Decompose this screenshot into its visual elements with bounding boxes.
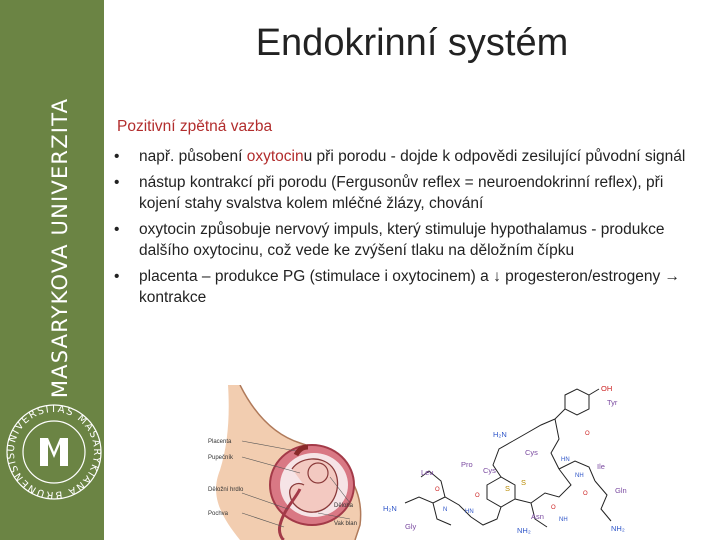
label-gly: Gly <box>405 522 417 531</box>
label-gln: Gln <box>615 486 627 495</box>
svg-text:NH: NH <box>559 517 568 523</box>
svg-text:O: O <box>585 431 590 437</box>
label-placenta: Placenta <box>208 439 232 445</box>
university-seal-logo <box>4 402 104 502</box>
bullet-item: • nástup kontrakcí při porodu (Fergusonův reflex = neuroendokrinní reflex), při kojení stahy svalstva kolem mléčné žlázy, chování <box>114 173 664 212</box>
label-asn: Asn <box>531 512 544 521</box>
label-leu: Leu <box>421 468 434 477</box>
pregnancy-anatomy-illustration <box>200 385 375 540</box>
bullet-icon: • <box>114 267 120 285</box>
bullet-icon: • <box>114 173 120 191</box>
svg-text:HN: HN <box>561 457 570 463</box>
oxytocin-molecule-diagram <box>375 385 720 540</box>
label-cavity: Děložní hrdlo <box>208 487 244 493</box>
atom-nh2-b: NH₂ <box>611 524 625 533</box>
slide-subtitle: Pozitivní zpětná vazba <box>117 118 273 135</box>
svg-text:N: N <box>443 507 448 513</box>
atom-s-2: S <box>521 478 527 487</box>
atom-s-1: S <box>505 484 511 493</box>
svg-text:O: O <box>551 505 556 511</box>
atom-nh2-a: NH₂ <box>517 526 531 535</box>
bullet-item: • placenta – produkce PG (stimulace i oxytocinem) a ↓ progesteron/estrogeny → kontrakce <box>114 267 681 306</box>
label-cys-2: Cys <box>483 466 496 475</box>
atom-h2n: H₂N <box>493 430 507 439</box>
svg-text:NH: NH <box>575 473 584 479</box>
svg-text:HN: HN <box>465 509 474 515</box>
label-navel: Pupečník <box>208 455 234 461</box>
bullet-list <box>112 146 707 313</box>
svg-text:O: O <box>435 487 440 493</box>
university-name: MASARYKOVA UNIVERZITA <box>48 97 72 399</box>
label-vulva: Pochva <box>208 511 229 517</box>
atom-h2n-2: H₂N <box>383 504 397 513</box>
slide-title: Endokrinní systém <box>255 22 569 64</box>
sidebar <box>0 0 104 540</box>
label-membranes: Vak blan <box>334 521 357 527</box>
atom-oh: OH <box>601 385 613 393</box>
label-cys-1: Cys <box>525 448 538 457</box>
bullet-icon: • <box>114 220 120 238</box>
label-tyr: Tyr <box>607 398 618 407</box>
bullet-icon: • <box>114 148 120 165</box>
label-uterus: Děloha <box>334 503 354 509</box>
bullet-item: • např. působení oxytocinu při porodu - dojde k odpovědi zesilující původní signál <box>112 146 707 168</box>
label-ile: Ile <box>597 462 605 471</box>
seal-text: UNIVERSITAS MASARYKIANA BRUNENSIS <box>5 403 103 501</box>
highlight-oxytocin: oxytocin <box>246 148 304 165</box>
svg-text:O: O <box>583 491 588 497</box>
bullet-item: • oxytocin způsobuje nervový impuls, který stimuluje hypothalamus - produkce dalšího oxytocinu, což vede ke zvýšení tlaku na děložním čípku <box>114 220 665 259</box>
label-pro: Pro <box>461 460 473 469</box>
svg-text:O: O <box>475 493 480 499</box>
